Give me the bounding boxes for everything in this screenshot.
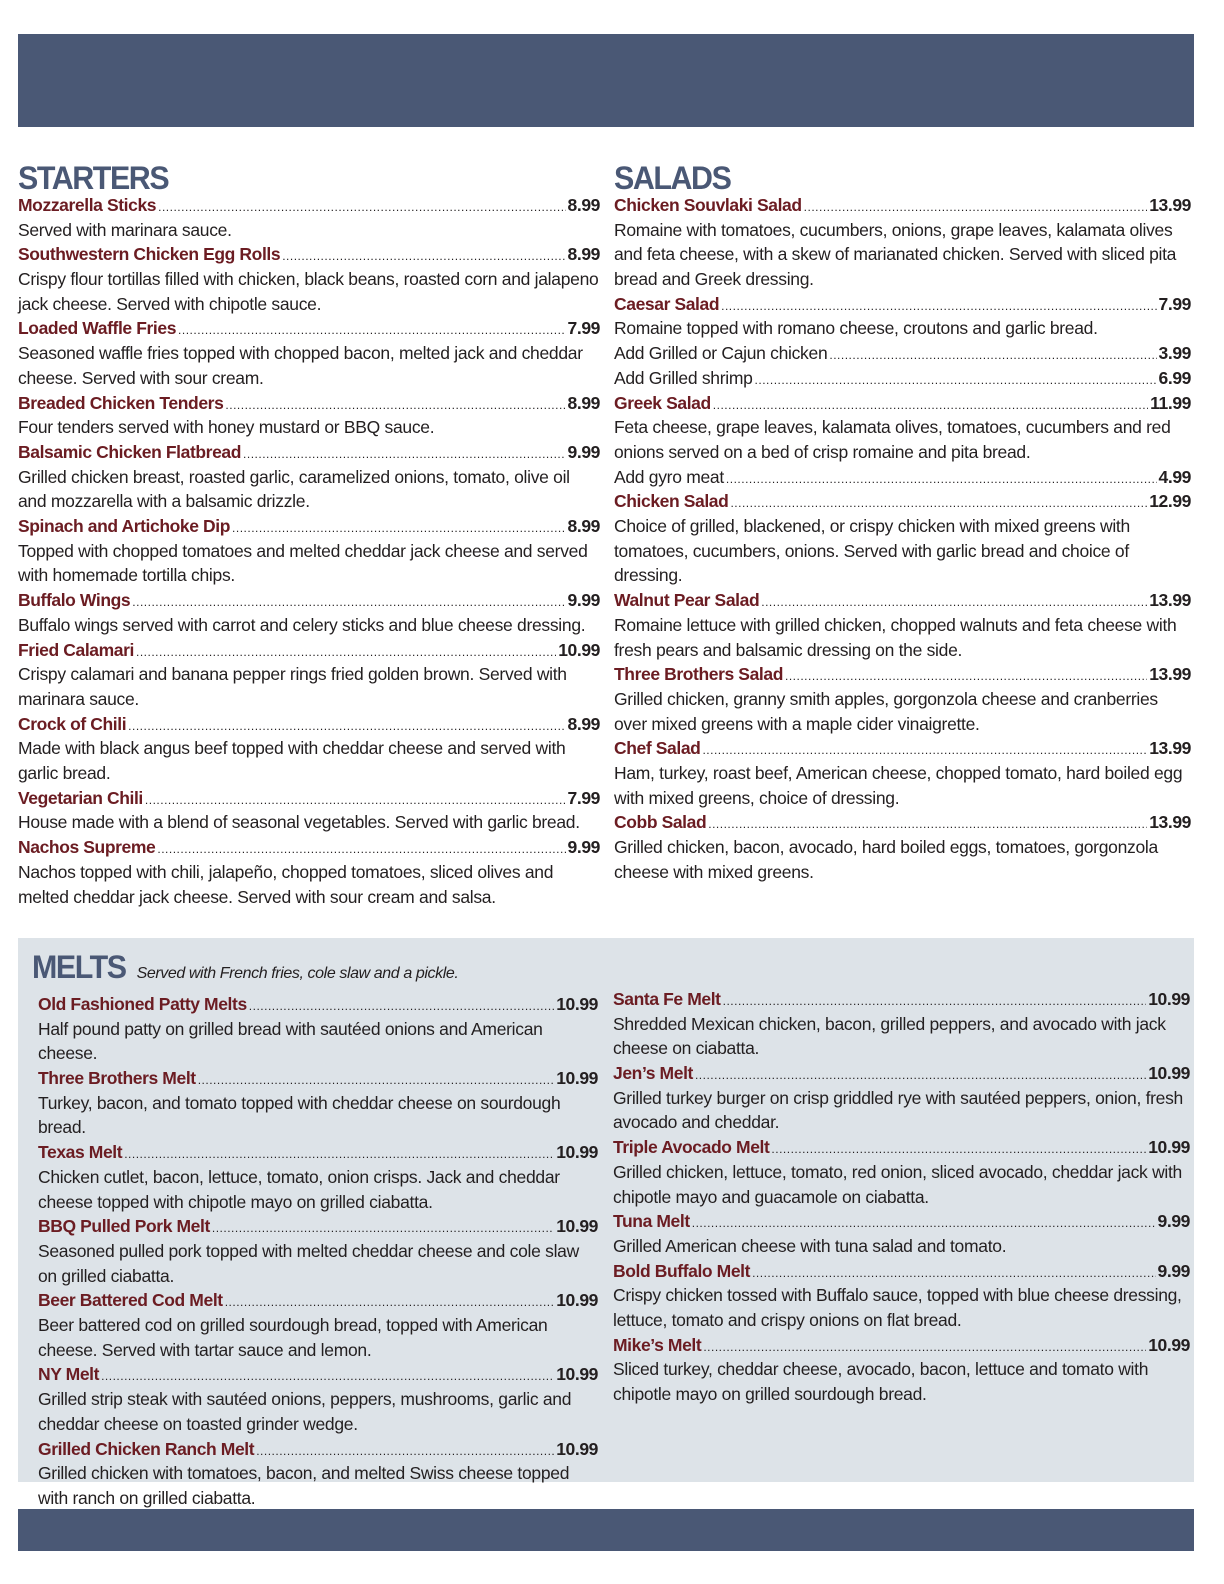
- item-header: [18, 638, 600, 663]
- menu-item: [613, 987, 1190, 1061]
- dot-leader: [132, 590, 565, 615]
- item-header: [614, 193, 1191, 218]
- item-price: 4.99: [1158, 466, 1191, 487]
- item-header: [614, 489, 1191, 514]
- item-header: [613, 1333, 1190, 1358]
- melts-right-column: [613, 987, 1190, 1407]
- item-description: Crispy flour tortillas filled with chicken, black beans, roasted corn and jalapeno jack cheese. Served with chipotle sauce.: [18, 269, 599, 314]
- item-name: Chicken Salad: [614, 491, 729, 512]
- item-price: 8.99: [567, 392, 600, 413]
- melts-left-column: [38, 992, 598, 1511]
- melts-right-list: [613, 987, 1190, 1407]
- item-header: [614, 391, 1191, 416]
- item-description: Served with marinara sauce.: [18, 219, 232, 240]
- item-description: House made with a blend of seasonal vegetables. Served with garlic bread.: [18, 812, 580, 833]
- item-description: Feta cheese, grape leaves, kalamata olives, tomatoes, cucumbers and red onions served on a bed of crisp romaine and pita bread.: [614, 417, 1171, 462]
- item-header: [613, 987, 1190, 1012]
- item-description: Crispy calamari and banana pepper rings fried golden brown. Served with marinara sauce.: [18, 664, 567, 709]
- item-name: Bold Buffalo Melt: [613, 1260, 751, 1281]
- item-price: 8.99: [567, 516, 600, 537]
- dot-leader: [282, 244, 565, 269]
- item-header: [18, 391, 600, 416]
- dot-leader: [249, 994, 554, 1019]
- item-name: Fried Calamari: [18, 639, 134, 660]
- item-name: Caesar Salad: [614, 293, 720, 314]
- item-header: [18, 316, 600, 341]
- item-name: BBQ Pulled Pork Melt: [38, 1216, 210, 1237]
- item-description: Half pound patty on grilled bread with sautéed onions and American cheese.: [38, 1018, 543, 1064]
- item-header: [18, 588, 600, 613]
- addon-row: [614, 341, 1191, 366]
- item-description: Chicken cutlet, bacon, lettuce, tomato, onion crisps. Jack and cheddar cheese topped with chipotle mayo on grilled ciabatta.: [38, 1166, 560, 1212]
- dot-leader: [256, 1439, 554, 1464]
- menu-item: [613, 1135, 1190, 1209]
- item-name: Old Fashioned Patty Melts: [38, 994, 247, 1014]
- item-description: Romaine with tomatoes, cucumbers, onions, grape leaves, kalamata olives and feta cheese, with a skew of marianated chicken. Served with sliced pita bread and Greek dressing.: [614, 219, 1177, 290]
- item-header: [18, 835, 600, 860]
- item-header: [38, 1140, 598, 1165]
- item-header: [18, 786, 600, 811]
- dot-leader: [225, 1290, 554, 1315]
- dot-leader: [708, 812, 1147, 837]
- header-banner: [18, 34, 1194, 127]
- item-name: Triple Avocado Melt: [613, 1137, 770, 1158]
- melts-header: [32, 949, 459, 985]
- item-name: NY Melt: [38, 1364, 100, 1385]
- item-header: [614, 292, 1191, 317]
- item-price: 10.99: [1148, 1137, 1190, 1158]
- item-name: Southwestern Chicken Egg Rolls: [18, 244, 281, 265]
- item-name: Beer Battered Cod Melt: [38, 1290, 223, 1311]
- item-description: Topped with chopped tomatoes and melted cheddar jack cheese and served with homemade tortilla chips.: [18, 540, 588, 586]
- item-description: Grilled chicken with tomatoes, bacon, and melted Swiss cheese topped with ranch on grilled ciabatta.: [38, 1463, 570, 1508]
- item-header: [613, 1259, 1190, 1284]
- item-description: Grilled chicken breast, roasted garlic, caramelized onions, tomato, olive oil and mozzarella with a balsamic drizzle.: [18, 466, 570, 512]
- item-price: 8.99: [567, 195, 600, 215]
- menu-item: [38, 1214, 598, 1288]
- dot-leader: [726, 467, 1157, 492]
- item-name: Balsamic Chicken Flatbread: [18, 441, 242, 462]
- item-name: Chef Salad: [614, 738, 701, 759]
- item-header: [614, 810, 1191, 835]
- item-price: 13.99: [1149, 195, 1191, 215]
- item-name: Walnut Pear Salad: [614, 590, 760, 611]
- item-description: Romaine lettuce with grilled chicken, chopped walnuts and feta cheese with fresh pears and balsamic dressing on the side.: [614, 614, 1177, 660]
- dot-leader: [702, 738, 1147, 763]
- item-header: [18, 440, 600, 465]
- item-price: 10.99: [556, 1216, 598, 1237]
- menu-item: [614, 588, 1191, 662]
- item-description: Turkey, bacon, and tomato topped with cheddar cheese on sourdough bread.: [38, 1092, 561, 1138]
- dot-leader: [212, 1216, 554, 1241]
- dot-leader: [703, 1335, 1146, 1360]
- item-name: Buffalo Wings: [18, 590, 131, 611]
- item-header: [614, 662, 1191, 687]
- dot-leader: [752, 1261, 1155, 1286]
- item-name: Crock of Chili: [18, 713, 127, 734]
- item-name: Nachos Supreme: [18, 837, 156, 858]
- dot-leader: [761, 590, 1147, 615]
- item-description: Crispy chicken tossed with Buffalo sauce, topped with blue cheese dressing, lettuce, tomato and crispy onions on flat bread.: [613, 1285, 1182, 1331]
- menu-item: [18, 638, 600, 712]
- menu-item: [613, 1259, 1190, 1333]
- item-description: Sliced turkey, cheddar cheese, avocado, bacon, lettuce and tomato with chipotle mayo on grilled sourdough bread.: [613, 1359, 1149, 1405]
- item-header: [18, 193, 600, 218]
- menu-item: [613, 1061, 1190, 1135]
- item-description: Buffalo wings served with carrot and celery sticks and blue cheese dressing.: [18, 614, 586, 635]
- item-header: [38, 1214, 598, 1239]
- item-price: 10.99: [1148, 1063, 1190, 1084]
- dot-leader: [232, 516, 566, 541]
- menu-item: [38, 1362, 598, 1436]
- item-description: Ham, turkey, roast beef, American cheese, chopped tomato, hard boiled egg with mixed greens, choice of dressing.: [614, 763, 1183, 808]
- menu-item: [18, 193, 600, 242]
- item-name: Greek Salad: [614, 392, 711, 413]
- item-price: 9.99: [567, 590, 600, 611]
- item-price: 3.99: [1158, 343, 1191, 364]
- dot-leader: [158, 195, 565, 220]
- dot-leader: [695, 1063, 1146, 1088]
- menu-item: [614, 391, 1191, 490]
- salads-title: SALADS: [614, 160, 731, 196]
- item-name: Vegetarian Chili: [18, 787, 143, 808]
- melts-subtitle: Served with French fries, cole slaw and a pickle.: [136, 965, 459, 982]
- item-header: [614, 588, 1191, 613]
- item-price: 9.99: [1157, 1260, 1190, 1281]
- item-price: 7.99: [567, 318, 600, 339]
- item-price: 9.99: [1157, 1211, 1190, 1232]
- starters-title: STARTERS: [18, 160, 169, 196]
- item-name: Spinach and Artichoke Dip: [18, 516, 231, 537]
- item-header: [38, 1066, 598, 1091]
- item-name: Texas Melt: [38, 1142, 123, 1163]
- item-name: Santa Fe Melt: [613, 989, 721, 1009]
- dot-leader: [785, 664, 1147, 689]
- item-description: Seasoned waffle fries topped with chopped bacon, melted jack and cheddar cheese. Served with sour cream.: [18, 343, 583, 388]
- starters-section: [18, 160, 600, 909]
- item-price: 7.99: [1158, 293, 1191, 314]
- addon-row: [614, 366, 1191, 391]
- item-name: Three Brothers Melt: [38, 1068, 196, 1089]
- menu-item: [614, 810, 1191, 884]
- starters-list: [18, 193, 600, 909]
- dot-leader: [128, 714, 565, 739]
- item-price: 10.99: [1148, 1334, 1190, 1355]
- menu-item: [38, 1288, 598, 1362]
- item-header: [38, 992, 598, 1017]
- addon-row: [614, 465, 1191, 490]
- item-description: Grilled chicken, lettuce, tomato, red onion, sliced avocado, cheddar jack with chipotle mayo and guacamole on ciabatta.: [613, 1161, 1182, 1207]
- item-price: 9.99: [567, 441, 600, 462]
- menu-item: [18, 835, 600, 909]
- menu-item: [614, 489, 1191, 588]
- item-name: Three Brothers Salad: [614, 664, 783, 685]
- item-price: 10.99: [558, 639, 600, 660]
- item-name: Loaded Waffle Fries: [18, 318, 177, 339]
- dot-leader: [198, 1068, 554, 1093]
- menu-item: [18, 588, 600, 637]
- item-description: Choice of grilled, blackened, or crispy chicken with mixed greens with tomatoes, cucumbers, onions. Served with garlic bread and choice of dressing.: [614, 516, 1130, 586]
- item-description: Grilled turkey burger on crisp griddled rye with sautéed peppers, onion, fresh avocado and cheddar.: [613, 1087, 1183, 1133]
- item-description: Nachos topped with chili, jalapeño, chopped tomatoes, sliced olives and melted cheddar jack cheese. Served with sour cream and salsa.: [18, 861, 554, 907]
- item-price: 13.99: [1149, 664, 1191, 685]
- item-description: Four tenders served with honey mustard or BBQ sauce.: [18, 417, 435, 438]
- item-price: 8.99: [567, 244, 600, 265]
- item-header: [38, 1437, 598, 1462]
- dot-leader: [730, 491, 1147, 516]
- menu-item: [18, 712, 600, 786]
- salads-list: [614, 193, 1191, 885]
- item-name: Add Grilled shrimp: [614, 367, 753, 388]
- item-description: Grilled American cheese with tuna salad and tomato.: [613, 1235, 1007, 1256]
- dot-leader: [721, 294, 1156, 319]
- item-header: [38, 1362, 598, 1387]
- item-price: 10.99: [556, 1364, 598, 1385]
- item-price: 9.99: [567, 837, 600, 858]
- item-header: [613, 1061, 1190, 1086]
- menu-item: [18, 242, 600, 316]
- dot-leader: [178, 318, 566, 343]
- item-description: Seasoned pulled pork topped with melted cheddar cheese and cole slaw on grilled ciabatta.: [38, 1240, 579, 1286]
- item-description: Grilled chicken, bacon, avocado, hard boiled eggs, tomatoes, gorgonzola cheese with mixed greens.: [614, 837, 1158, 882]
- dot-leader: [136, 640, 556, 665]
- footer-banner: [18, 1509, 1194, 1551]
- item-description: Made with black angus beef topped with cheddar cheese and served with garlic bread.: [18, 738, 566, 784]
- item-price: 10.99: [556, 1438, 598, 1459]
- menu-item: [614, 736, 1191, 810]
- item-description: Grilled strip steak with sautéed onions, peppers, mushrooms, garlic and cheddar cheese on toasted grinder wedge.: [38, 1389, 572, 1434]
- item-price: 10.99: [556, 1068, 598, 1089]
- dot-leader: [145, 788, 566, 813]
- menu-item: [614, 662, 1191, 736]
- item-price: 10.99: [556, 1290, 598, 1311]
- menu-item: [38, 992, 598, 1066]
- dot-leader: [829, 343, 1156, 368]
- dot-leader: [157, 837, 565, 862]
- menu-item: [18, 514, 600, 588]
- dot-leader: [124, 1142, 554, 1167]
- item-header: [18, 514, 600, 539]
- menu-item: [613, 1209, 1190, 1258]
- salads-section: [614, 160, 1191, 885]
- item-description: Romaine topped with romano cheese, croutons and garlic bread.: [614, 318, 1098, 339]
- item-name: Cobb Salad: [614, 812, 707, 833]
- item-name: Tuna Melt: [613, 1211, 690, 1232]
- item-name: Mozzarella Sticks: [18, 195, 157, 215]
- dot-leader: [101, 1364, 554, 1389]
- menu-item: [614, 292, 1191, 391]
- item-price: 10.99: [1148, 989, 1190, 1009]
- item-price: 7.99: [567, 787, 600, 808]
- item-header: [18, 242, 600, 267]
- item-price: 13.99: [1149, 812, 1191, 833]
- item-header: [613, 1135, 1190, 1160]
- item-price: 12.99: [1149, 491, 1191, 512]
- item-header: [38, 1288, 598, 1313]
- item-price: 13.99: [1149, 590, 1191, 611]
- item-price: 8.99: [567, 713, 600, 734]
- melts-left-list: [38, 992, 598, 1511]
- item-description: Grilled chicken, granny smith apples, gorgonzola cheese and cranberries over mixed greens with a maple cider vinaigrette.: [614, 688, 1158, 734]
- item-name: Add gyro meat: [614, 466, 724, 487]
- item-price: 10.99: [556, 1142, 598, 1163]
- dot-leader: [713, 393, 1148, 418]
- menu-item: [614, 193, 1191, 292]
- item-name: Chicken Souvlaki Salad: [614, 195, 802, 215]
- menu-item: [18, 786, 600, 835]
- dot-leader: [771, 1137, 1146, 1162]
- dot-leader: [243, 442, 566, 467]
- item-name: Mike’s Melt: [613, 1334, 702, 1355]
- menu-item: [38, 1066, 598, 1140]
- melts-title: MELTS: [32, 949, 126, 985]
- item-price: 6.99: [1158, 367, 1191, 388]
- item-name: Jen’s Melt: [613, 1063, 693, 1084]
- dot-leader: [723, 989, 1147, 1014]
- item-name: Breaded Chicken Tenders: [18, 392, 224, 413]
- menu-item: [18, 440, 600, 514]
- item-price: 10.99: [556, 994, 598, 1014]
- item-price: 11.99: [1150, 392, 1191, 413]
- item-header: [18, 712, 600, 737]
- dot-leader: [804, 195, 1148, 220]
- dot-leader: [692, 1211, 1156, 1236]
- item-name: Grilled Chicken Ranch Melt: [38, 1438, 255, 1459]
- menu-item: [613, 1333, 1190, 1407]
- item-description: Beer battered cod on grilled sourdough bread, topped with American cheese. Served with tartar sauce and lemon.: [38, 1315, 548, 1360]
- item-header: [613, 1209, 1190, 1234]
- menu-item: [38, 1140, 598, 1214]
- menu-item: [18, 316, 600, 390]
- menu-item: [38, 1437, 598, 1511]
- item-header: [614, 736, 1191, 761]
- item-price: 13.99: [1149, 738, 1191, 759]
- dot-leader: [225, 393, 565, 418]
- item-name: Add Grilled or Cajun chicken: [614, 343, 828, 364]
- menu-item: [18, 391, 600, 440]
- dot-leader: [755, 368, 1157, 393]
- item-description: Shredded Mexican chicken, bacon, grilled peppers, and avocado with jack cheese on ciabatta.: [613, 1013, 1166, 1059]
